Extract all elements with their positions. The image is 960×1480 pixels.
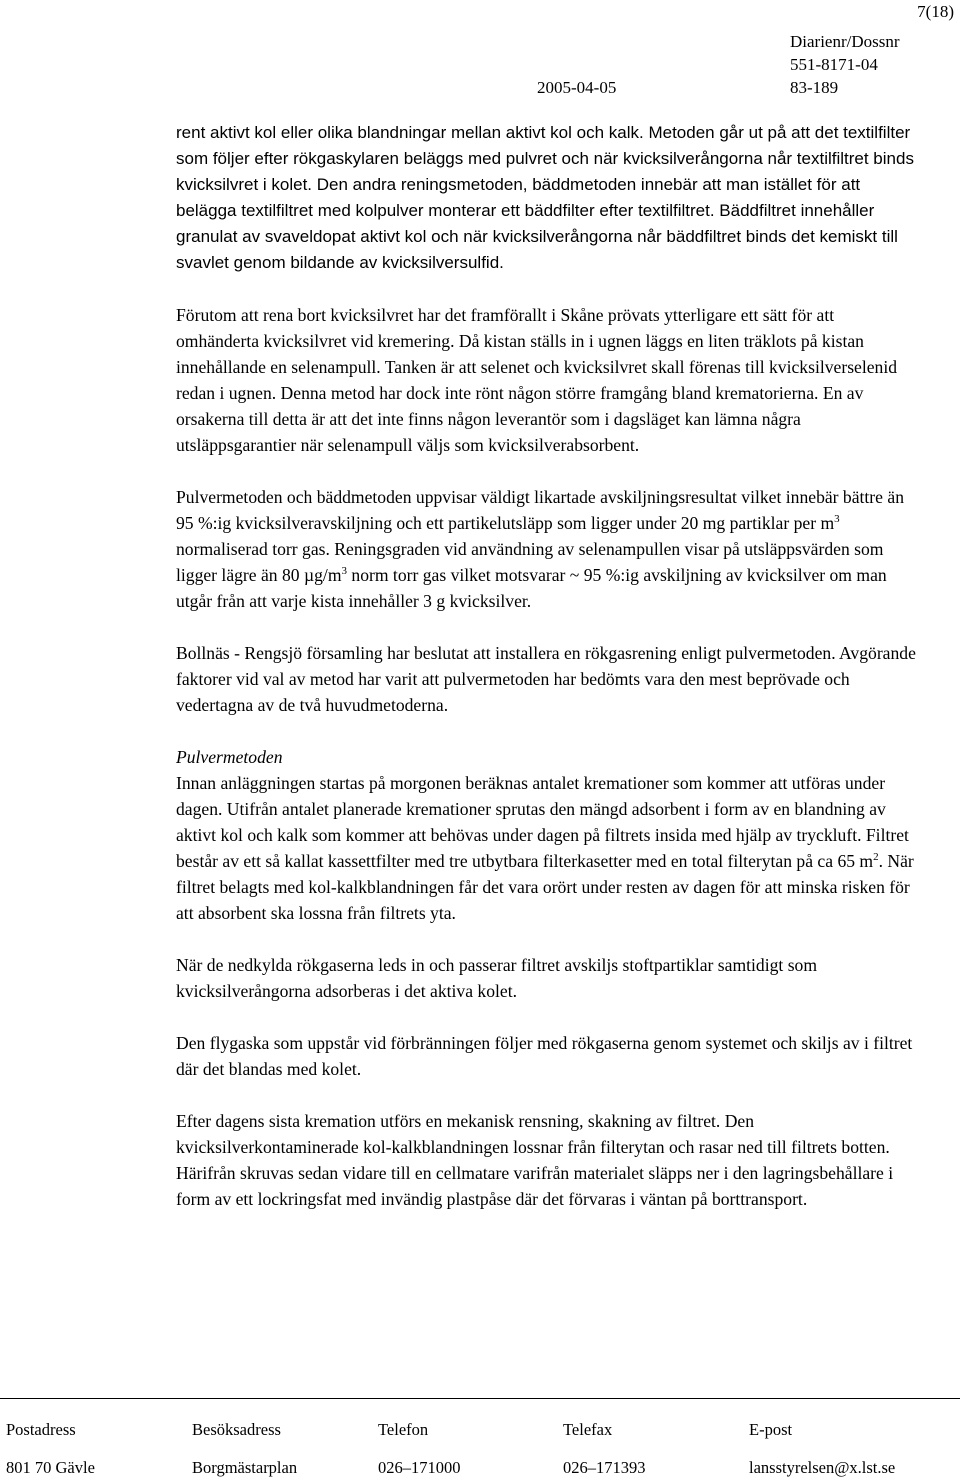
paragraph-8 [176,1108,916,1212]
paragraph-5-text-b: . När filtret belagts med kol-kalkblandningen får det vara orört under resten av dagen för att minska risken för att absorbent ska lossna från filtrets yta. [176,851,914,923]
footer-label-besoksadress: Besöksadress [192,1420,281,1439]
dossier-number: 83-189 [790,78,839,97]
diarie-label: Diarienr/Dossnr [790,32,900,51]
footer-label-postadress: Postadress [6,1420,76,1439]
paragraph-3-text-a: Pulvermetoden och bäddmetoden uppvisar väldigt likartade avskiljningsresultat vilket innebär bättre än 95 %:ig kvicksilveravskiljning och ett partikelutsläpp som ligger under 20 mg partiklar per m [176,487,904,533]
paragraph-6 [176,952,916,1004]
paragraph-4 [176,640,916,718]
paragraph-1 [176,120,916,276]
footer-value-telefon: 026–171000 [378,1458,461,1477]
superscript-3: 3 [834,513,840,526]
paragraph-3-text-b: normaliserad torr gas. Reningsgraden vid användning av selenampullen visar på utsläppsvärden som ligger lägre än 80 µg/m [176,539,884,585]
paragraph-7-text: Den flygaska som uppstår vid förbränningen följer med rökgaserna genom systemet och skiljs av i filtret där det blandas med kolet. [176,1033,913,1079]
paragraph-3 [176,484,916,614]
paragraph-3-text-c: norm torr gas vilket motsvarar ~ 95 %:ig avskiljning av kvicksilver om man utgår från att varje kista innehåller 3 g kvicksilver. [176,565,887,611]
footer-value-telefax: 026–171393 [563,1458,646,1477]
footer-value-postadress: 801 70 Gävle [6,1458,95,1477]
footer-divider [0,1398,960,1399]
page-number: 7(18) [917,2,954,21]
document-date: 2005-04-05 [537,78,617,97]
paragraph-4-text: Bollnäs - Rengsjö församling har beslutat att installera en rökgasrening enligt pulvermetoden. Avgörande faktorer vid val av metod har varit att pulvermetoden har bedömts vara den mest beprövade och vedertagna av de två huvudmetoderna. [176,643,916,715]
paragraph-8-text: Efter dagens sista kremation utförs en mekanisk rensning, skakning av filtret. Den kvicksilverkontaminerade kol-kalkblandningen lossnar från filterytan och rasar ned till filtrets botten. Härifrån skruvas sedan vidare till en cellmatare varifrån materialet släpps ner i den lagringsbehållare i form av ett lockringsfat med invändig plastpåse där det förvaras i väntan på borttransport. [176,1111,894,1209]
diarie-number: 551-8171-04 [790,55,878,74]
superscript-3b: 3 [341,565,347,578]
footer-value-besoksadress: Borgmästarplan [192,1458,298,1477]
paragraph-5-text-a: Innan anläggningen startas på morgonen beräknas antalet kremationer som kommer att utföras under dagen. Utifrån antalet planerade kremationer sprutas den mängd adsorbent i form av en blandning av aktivt kol och kalk som kommer att behövas under dagen på filtrets insida med hjälp av tryckluft. Filtret består av ett så kallat kassettfilter med tre utbytbara filterkasetter med en total filterytan på ca 65 m [176,773,909,871]
footer-label-telefax: Telefax [563,1420,613,1439]
paragraph-2-text: Förutom att rena bort kvicksilvret har det framförallt i Skåne prövats ytterligare ett sätt för att omhänderta kvicksilvret vid kremering. Då kistan ställs in i ugnen läggs en liten träklots på kistan innehållande en selenampull. Tanken är att selenet och kvicksilvret skall förenas till kvicksilverselenid redan i ugnen. Denna metod har dock inte rönt någon större framgång bland krematorierna. En av orsakerna till detta är att det inte finns någon leverantör som i dagsläget kan lämna några utsläppsgarantier när selenampull väljs som kvicksilverabsorbent. [176,305,898,455]
superscript-2: 2 [873,851,879,864]
paragraph-5 [176,770,916,926]
footer-label-epost: E-post [749,1420,793,1439]
footer-label-telefon: Telefon [378,1420,429,1439]
footer-value-epost: lansstyrelsen@x.lst.se [749,1458,896,1477]
paragraph-1-text: rent aktivt kol eller olika blandningar mellan aktivt kol och kalk. Metoden går ut på att det textilfilter som följer efter rökgaskylaren beläggs med pulvret och när kvicksilverångorna når textilfiltret binds kvicksilvret i kolet. Den andra reningsmetoden, bäddmetoden innebär att man istället för att belägga textilfiltret med kolpulver monterar ett bäddfilter efter textilfiltret. Bäddfiltret innehåller granulat av svaveldopat aktivt kol och när kvicksilverångorna når bäddfiltret binds det kemiskt till svavlet genom bildande av kvicksilversulfid. [176,123,914,272]
document-body [176,120,916,1238]
paragraph-7 [176,1030,916,1082]
section-heading: Pulvermetoden [176,747,283,767]
paragraph-2 [176,302,916,458]
paragraph-6-text: När de nedkylda rökgaserna leds in och passerar filtret avskiljs stoftpartiklar samtidigt som kvicksilverångorna adsorberas i det aktiva kolet. [176,955,818,1001]
